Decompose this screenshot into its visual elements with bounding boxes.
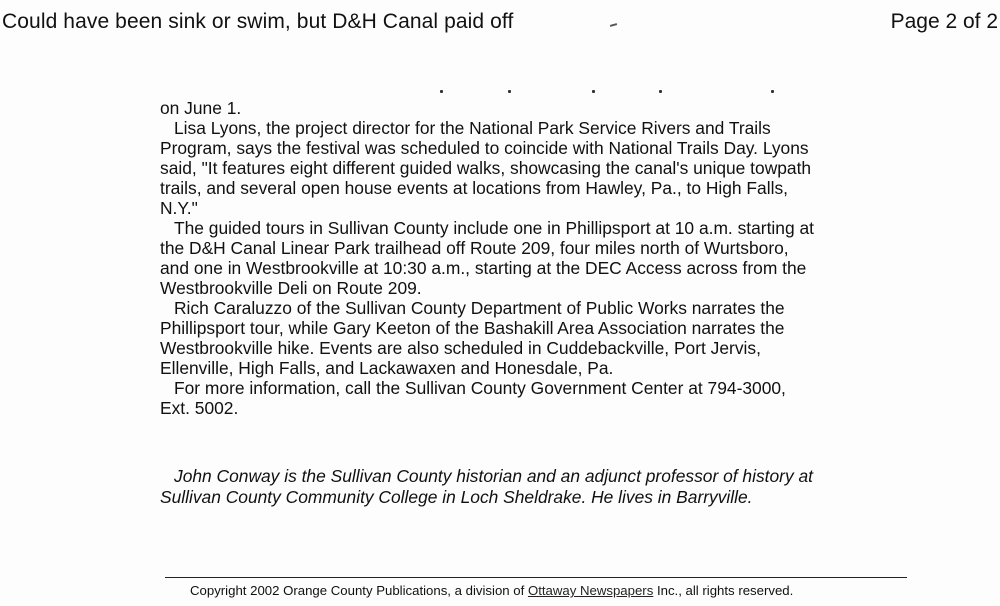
cut-off-glyph <box>659 90 662 93</box>
copyright-suffix: Inc., all rights reserved. <box>653 583 794 598</box>
cut-off-glyph <box>771 90 774 93</box>
article-paragraph: on June 1. <box>160 98 242 118</box>
page-indicator: Page 2 of 2 <box>890 10 998 33</box>
article-body <box>160 98 920 418</box>
page-header-title: Could have been sink or swim, but D&H Canal paid off <box>2 10 514 33</box>
cut-off-glyph <box>440 90 443 93</box>
publisher-link[interactable]: Ottaway Newspapers <box>527 583 654 598</box>
cut-off-text-line <box>160 90 780 94</box>
article-paragraph: Rich Caraluzzo of the Sullivan County Department of Public Works narrates the Phillipsport tour, while Gary Keeton of the Bashakill Area Association narrates the Westbrookville hike. Events are also scheduled in Cuddebackville, Port Jervis, Ellenville, High Falls, and Lackawaxen and Honesdale, Pa. <box>160 298 785 378</box>
cut-off-glyph <box>592 90 595 93</box>
cut-off-glyph <box>508 90 511 93</box>
scan-mark <box>610 23 617 27</box>
author-bio: John Conway is the Sullivan County historian and an adjunct professor of history at Sullivan County Community College in Loch Sheldrake. He lives in Barryville. <box>160 466 813 507</box>
article-paragraph: The guided tours in Sullivan County include one in Phillipsport at 10 a.m. starting at the D&H Canal Linear Park trailhead off Route 209, four miles north of Wurtsboro, and one in Westbrookville at 10:30 a.m., starting at the DEC Access across from the Westbrookville Deli on Route 209. <box>160 218 814 298</box>
article-paragraph: Lisa Lyons, the project director for the National Park Service Rivers and Trails Program, says the festival was scheduled to coincide with National Trails Day. Lyons said, "It features eight different guided walks, showcasing the canal's unique towpath trails, and several open house events at locations from Hawley, Pa., to High Falls, N.Y." <box>160 118 812 218</box>
copyright-text: Copyright 2002 Orange County Publications, a division of <box>190 583 528 598</box>
copyright-footer <box>190 583 793 598</box>
article-paragraph: For more information, call the Sullivan County Government Center at 794-3000, Ext. 5002. <box>160 378 786 418</box>
footer-divider <box>165 577 907 578</box>
